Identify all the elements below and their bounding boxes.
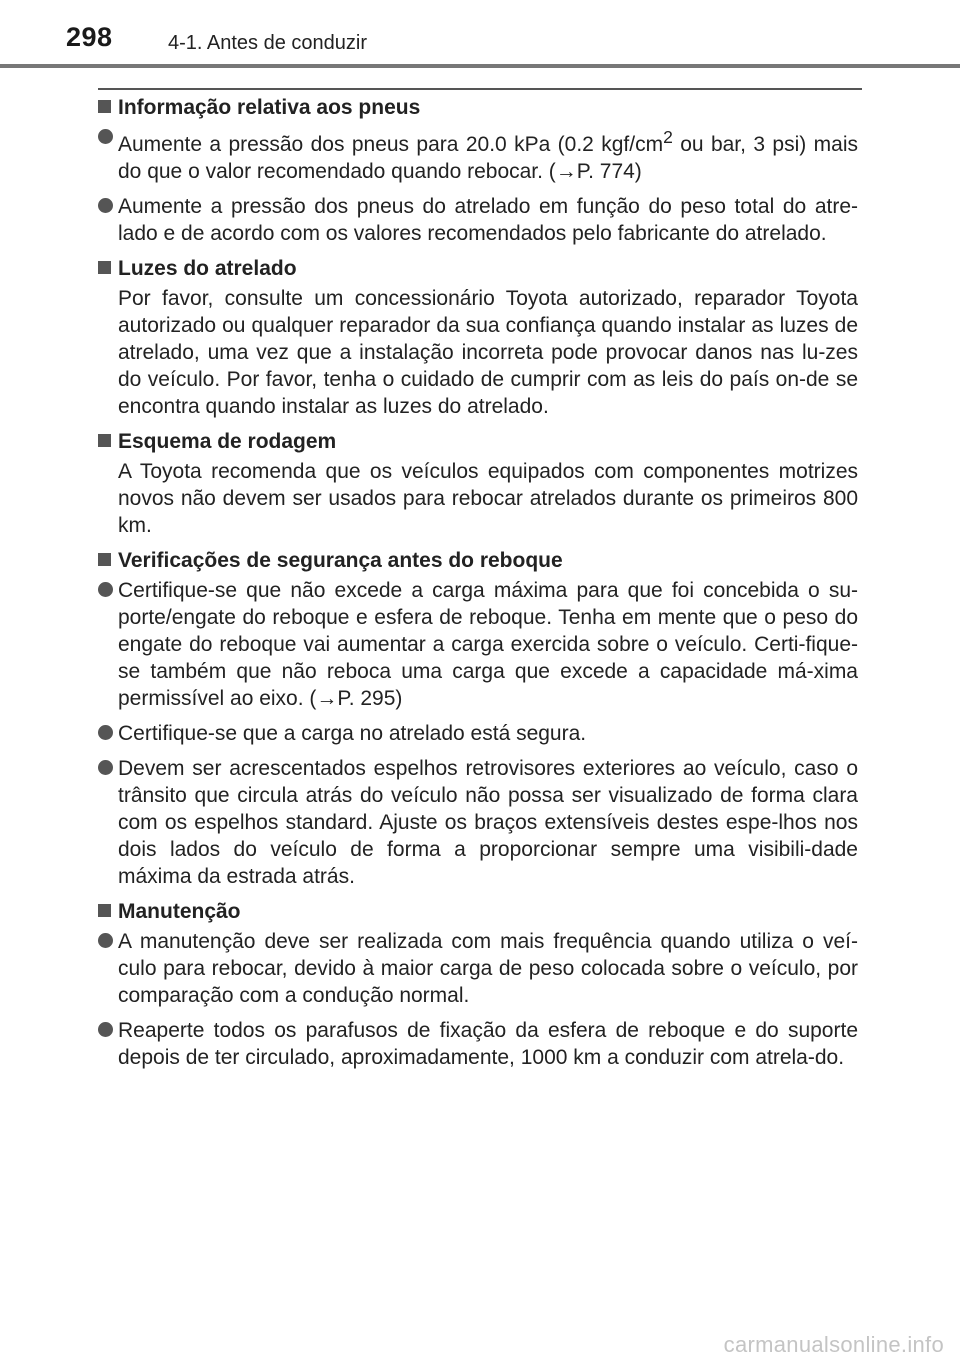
- bullet-item: [98, 928, 858, 1009]
- bullet-text: A manutenção deve ser realizada com mais frequência quando utiliza o veí-culo para rebocar, devido à maior carga de peso colocada sobre o veículo, por comparação com a condução normal.: [118, 930, 858, 1007]
- section-heading-text: Manutenção: [118, 900, 241, 923]
- round-bullet-icon: [98, 198, 113, 213]
- round-bullet-icon: [98, 725, 113, 740]
- section-heading-text: Esquema de rodagem: [118, 430, 337, 453]
- section-heading: [98, 255, 858, 282]
- square-bullet-icon: [98, 261, 111, 274]
- bullet-text: Aumente a pressão dos pneus para 20.0 kPa (0.2 kgf/cm: [118, 133, 664, 156]
- bullet-item: [98, 193, 858, 247]
- section-heading: [98, 94, 858, 121]
- bullet-item: [98, 1017, 858, 1071]
- bullet-text: Certifique-se que não excede a carga máxima para que foi concebida o su-porte/engate do reboque e esfera de reboque. Tenha em mente que o peso do engate do reboque vai aumentar a carga exercida sobre o veículo. Certi-fique-se também que não reboca uma carga que excede a capacidade má-xima permissível ao eixo. (→P. 295): [118, 579, 858, 710]
- section-heading: [98, 428, 858, 455]
- watermark-text: carmanualsonline.info: [723, 1332, 944, 1357]
- bullet-item: [98, 124, 858, 185]
- page-number: 298: [66, 22, 113, 52]
- section-heading-text: Luzes do atrelado: [118, 257, 297, 280]
- section-trailer-lights: [98, 255, 858, 420]
- bullet-text: Devem ser acrescentados espelhos retrovisores exteriores ao veículo, caso o trânsito que circula atrás do veículo não possa ser visualizado de forma clara com os espelhos standard. Ajuste os braços extensíveis destes espe-lhos nos dois lados do veículo de forma a proporcionar sempre uma visibili-dade máxima da estrada atrás.: [118, 757, 858, 888]
- page-header: [0, 0, 960, 70]
- bullet-item: [98, 577, 858, 712]
- superscript: 2: [663, 127, 673, 147]
- section-paragraph: A Toyota recomenda que os veículos equipados com componentes motrizes novos não devem ser usados para rebocar atrelados durante os primeiros 800 km.: [118, 460, 858, 537]
- section-heading-text: Verificações de segurança antes do reboque: [118, 549, 563, 572]
- chapter-title: 4-1. Antes de conduzir: [168, 32, 368, 54]
- content-top-rule: [98, 88, 862, 90]
- bullet-text-cont: ou bar, 3 psi) mais do que o valor recomendado quando rebocar. (→P. 774): [118, 133, 858, 183]
- square-bullet-icon: [98, 434, 111, 447]
- section-tire-info: [98, 94, 858, 247]
- bullet-text: Reaperte todos os parafusos de fixação da esfera de reboque e do suporte depois de ter circulado, aproximadamente, 1000 km a conduzir com atrela-do.: [118, 1019, 858, 1069]
- round-bullet-icon: [98, 129, 113, 144]
- page-content: [98, 94, 858, 1079]
- bullet-text: Aumente a pressão dos pneus do atrelado em função do peso total do atre-lado e de acordo com os valores recomendados pelo fabricante do atrelado.: [118, 195, 858, 245]
- square-bullet-icon: [98, 904, 111, 917]
- section-heading: [98, 898, 858, 925]
- round-bullet-icon: [98, 760, 113, 775]
- section-heading: [98, 547, 858, 574]
- section-maintenance: [98, 898, 858, 1071]
- section-heading-text: Informação relativa aos pneus: [118, 96, 421, 119]
- round-bullet-icon: [98, 582, 113, 597]
- bullet-item: [98, 755, 858, 890]
- header-rule: [0, 64, 960, 68]
- square-bullet-icon: [98, 100, 111, 113]
- bullet-item: [98, 720, 858, 747]
- round-bullet-icon: [98, 933, 113, 948]
- square-bullet-icon: [98, 553, 111, 566]
- section-break-in: [98, 428, 858, 539]
- section-safety-checks: [98, 547, 858, 890]
- bullet-text: Certifique-se que a carga no atrelado está segura.: [118, 722, 587, 745]
- section-paragraph: Por favor, consulte um concessionário Toyota autorizado, reparador Toyota autorizado ou qualquer reparador da sua confiança quando instalar as luzes de atrelado, uma vez que a instalação incorreta pode provocar danos nas lu-zes do veículo. Por favor, tenha o cuidado de cumprir com as leis do país on-de se encontra quando instalar as luzes do atrelado.: [118, 287, 858, 418]
- round-bullet-icon: [98, 1022, 113, 1037]
